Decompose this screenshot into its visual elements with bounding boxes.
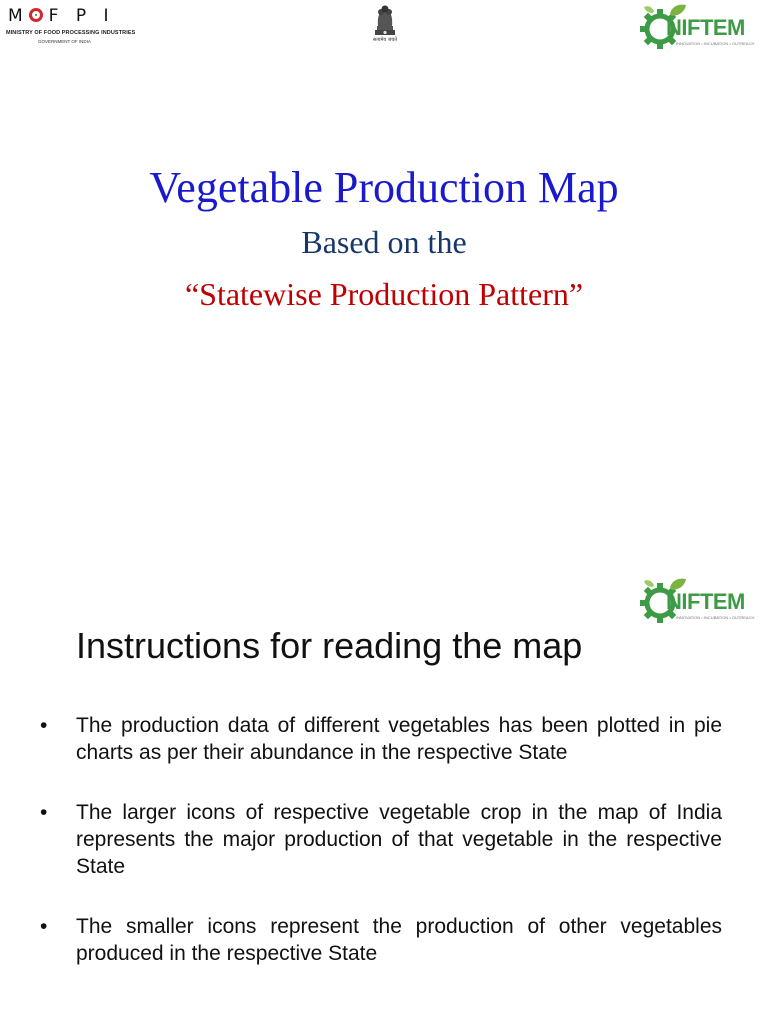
mofpi-government: GOVERNMENT OF INDIA (38, 39, 91, 44)
bullet-icon: • (40, 915, 48, 938)
mofpi-o-icon (29, 8, 43, 22)
slide-subtitle-highlight: “Statewise Production Pattern” (184, 276, 584, 312)
list-item (40, 913, 722, 967)
list-item-text: The production data of different vegetables has been plotted in pie charts as per their abundance in the respective State (76, 714, 722, 764)
list-item (40, 799, 722, 880)
niftem-logo (640, 1, 768, 53)
instructions-heading: Instructions for reading the map (76, 625, 583, 666)
mofpi-ministry-name: MINISTRY OF FOOD PROCESSING INDUSTRIES (6, 30, 136, 36)
emblem-caption: सत्यमेव जयते (372, 37, 398, 43)
mofpi-wordmark: M F P I (8, 6, 115, 26)
list-item (40, 712, 722, 766)
mofpi-logo (6, 6, 146, 46)
list-item-text: The larger icons of respective vegetable crop in the map of India represents the major production of that vegetable in the respective State (76, 801, 722, 878)
slide-subtitle: Based on the (301, 224, 467, 260)
niftem-tagline-2: INNOVATION • INCUBATION • OUTREACH (676, 615, 755, 620)
bullet-icon: • (40, 714, 48, 737)
list-item-text: The smaller icons represent the production of other vegetables produced in the respective State (76, 915, 722, 965)
niftem-logo-2 (640, 575, 768, 627)
niftem-wordmark-2: NIFTEM (666, 589, 745, 614)
slide-title-heading: Vegetable Production Map (149, 163, 619, 212)
niftem-tagline: INNOVATION • INCUBATION • OUTREACH (676, 41, 755, 46)
niftem-wordmark: NIFTEM (666, 15, 745, 40)
ashoka-emblem-icon (365, 2, 405, 50)
bullet-icon: • (40, 801, 48, 824)
instructions-list (40, 712, 722, 1000)
